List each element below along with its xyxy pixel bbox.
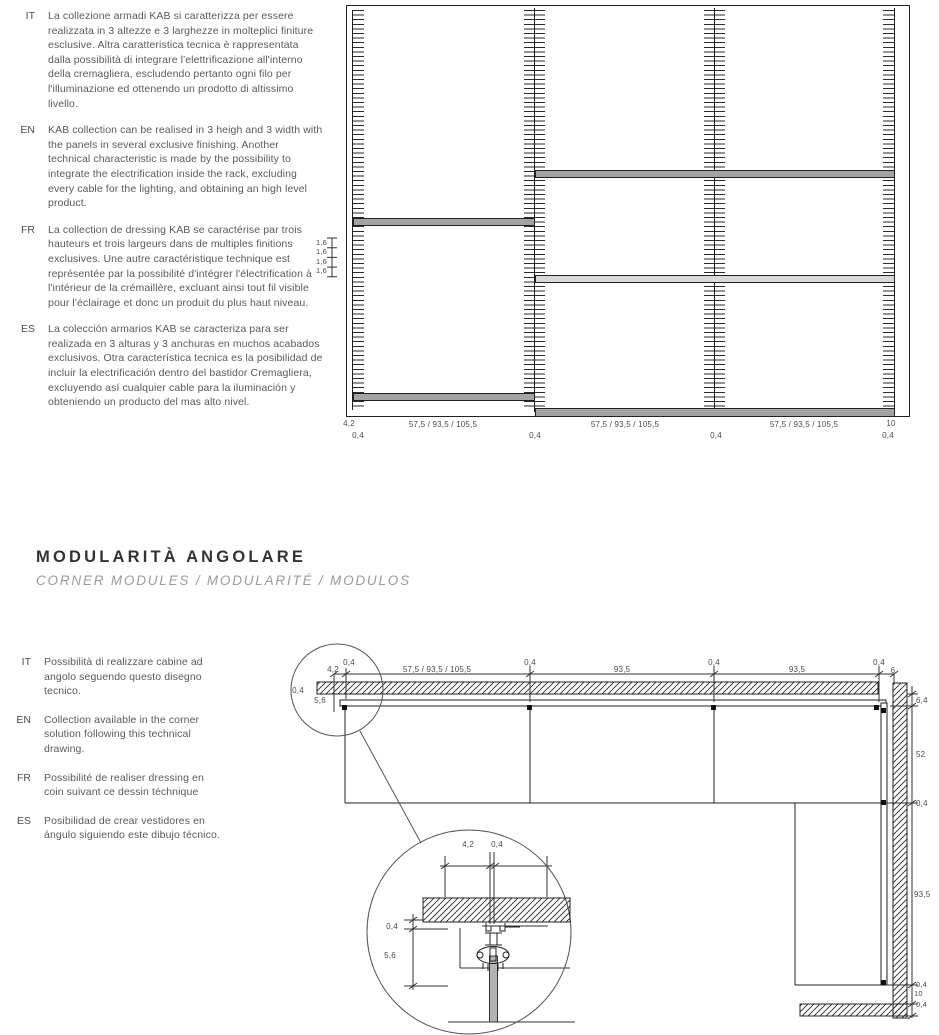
panel-gray-bar: [490, 956, 498, 1022]
shelf-left-upper: [353, 218, 535, 226]
lang-code: ES: [16, 814, 31, 827]
dim-label: 0,4: [882, 431, 894, 440]
dim-label: 0,4: [916, 980, 928, 989]
cabinet-lines: [345, 706, 886, 985]
lang-text: Posibilidad de crear vestidores en ángulo siguiendo este dibujo técnico.: [44, 814, 220, 842]
wall-hatch-right: [893, 683, 907, 1018]
lang-code: IT: [25, 10, 35, 22]
dim-label: 4,2: [343, 419, 355, 428]
lang-paragraph-en: [10, 713, 226, 757]
lang-text: Collection available in the corner solution following this technical drawing.: [44, 713, 200, 755]
shelf-right-upper: [535, 170, 895, 178]
dim-label: 57,5 / 93,5 / 105,5: [402, 665, 472, 674]
pitch-label: 1,6: [315, 266, 327, 275]
dim-label: 0,4: [524, 658, 536, 667]
leader-line: [360, 731, 421, 843]
lang-text: Possibilité de realiser dressing en coin suivant ce dessin téchnique: [44, 771, 204, 799]
lang-paragraph-es: [10, 814, 226, 843]
intro-text-block: [14, 9, 326, 422]
dimension-ticks: [330, 671, 916, 1019]
dim-label: 0,4: [386, 922, 398, 931]
corner-text-block: [10, 655, 226, 857]
pitch-label: 1,6: [315, 238, 327, 247]
lang-code: FR: [21, 223, 35, 236]
lang-code: EN: [20, 124, 35, 137]
dim-label: 0,4: [916, 1000, 928, 1009]
detail-wall-hatch: [423, 898, 570, 922]
clip-profile: [477, 923, 520, 971]
dim-label: 0,4: [343, 658, 355, 667]
dim-label: 4,2: [327, 665, 339, 674]
lang-code: FR: [17, 771, 31, 784]
dim-label: 57,5 / 93,5 / 105,5: [769, 420, 839, 429]
dimension-lines: [334, 666, 918, 1022]
lang-paragraph-fr: [10, 771, 226, 800]
dim-label: 0,4: [708, 658, 720, 667]
dim-label: 93,5: [914, 890, 931, 899]
back-panel: [340, 700, 886, 706]
dim-label: 0,4: [873, 658, 885, 667]
lang-paragraph-en: [14, 123, 326, 211]
dim-label: 57,5 / 93,5 / 105,5: [408, 420, 478, 429]
dim-label: 0,4: [352, 431, 364, 440]
lang-text: KAB collection can be realised in 3 heigh and 3 width with the panels in several exclusive finishing. Another technical characteristic is made by the possibility to integrate the electrification inside the rack, excluding every cable for the lighting, and obtaining an high level product.: [48, 124, 323, 210]
dim-label: 57,5 / 93,5 / 105,5: [590, 420, 660, 429]
pitch-label: 1,6: [315, 247, 327, 256]
lang-paragraph-it: [10, 655, 226, 699]
rack-pitch-bracket: [327, 238, 337, 277]
dim-label: 0,4: [710, 431, 722, 440]
connector-dots: [342, 705, 886, 985]
dim-label: 10: [886, 419, 896, 428]
shelf-right-middle: [535, 275, 895, 283]
lang-paragraph-es: [14, 322, 326, 410]
dim-label: 52: [916, 750, 926, 759]
wall-hatch-top: [317, 682, 878, 694]
dim-label: 4,2: [462, 840, 474, 849]
divider2-line: [714, 8, 715, 412]
lang-code: ES: [20, 323, 35, 336]
dim-label: 6: [890, 666, 896, 675]
dim-label: 0,4: [491, 840, 503, 849]
page-title: MODULARITÀ ANGOLARE: [36, 548, 307, 566]
dim-label: 0,4: [529, 431, 541, 440]
shelf-left-lower: [353, 393, 535, 401]
detail-circle-small: [291, 644, 383, 736]
dim-label: 5,6: [314, 696, 326, 705]
dim-label: 93,5: [788, 665, 806, 674]
lang-code: IT: [21, 656, 31, 668]
lang-text: La colección armarios KAB se caracteriza para ser realizada en 3 alturas y 3 anchuras en muchos acabados exclusivos. Otra característica tecnica es la posibilidad de incluir la electrificación dentro del bastidor Cremagliera, excluyendo así cualquier cable para la iluminación y obteniendo un producto del mas alto nivel.: [48, 323, 323, 409]
rack-right-line: [894, 8, 895, 412]
wall-hatch-bottom: [800, 1004, 907, 1016]
elevation-outer-frame: [346, 5, 910, 417]
lang-text: Possibilità di realizzare cabine ad angolo seguendo questo disegno tecnico.: [44, 656, 203, 698]
rack-rail-left: [352, 10, 364, 410]
lang-paragraph-it: [14, 9, 326, 111]
lang-text: La collection de dressing KAB se caractérise par trois hauteurs et trois largeurs dans de multiples finitions exclusives. Une autre caractéristique technique est représentée par la possibilité d'intégrer l'électrification à l'intérieur de la crémaillère, excluant ainsi tout fil visible pour l'éclairage et donc un produit du plus haut niveau.: [48, 223, 312, 309]
dim-label: 10: [914, 989, 923, 998]
page-subtitle: CORNER MODULES / MODULARITÉ / MODULOS: [36, 573, 411, 588]
lang-paragraph-fr: [14, 223, 326, 311]
lang-text: La collezione armadi KAB si caratterizza per essere realizzata in 3 altezze e 3 larghezze in molteplici finiture esclusive. Altra caratteristica tecnica è rappresentata dalla possibilità di integrare l'elettrificazione all'interno della cremagliera, escludendo pertanto ogni filo per l'illuminazione ed ottenendo un prodotto di altissimo livello.: [48, 10, 314, 110]
base-bar: [535, 408, 895, 417]
pitch-label: 1,6: [315, 257, 327, 266]
detail-circle-large: [367, 830, 571, 1034]
divider1-line: [534, 8, 535, 412]
dim-label: 93,5: [613, 665, 631, 674]
lang-code: EN: [16, 713, 31, 726]
dim-label: 0,4: [292, 686, 304, 695]
dim-label: 6,4: [916, 696, 928, 705]
section-heading: [36, 548, 411, 588]
dim-label: 5,6: [384, 951, 396, 960]
dim-label: 0,4: [916, 799, 928, 808]
side-panel: [881, 703, 887, 985]
